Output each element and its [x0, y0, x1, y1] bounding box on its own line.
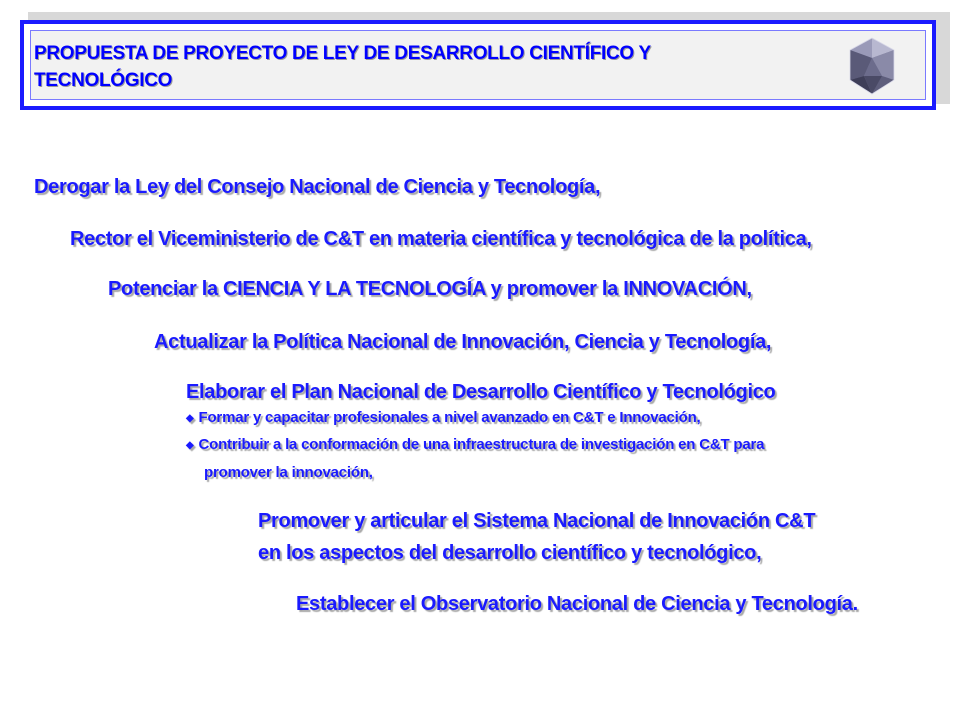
- diamond-bullet-icon: ◆: [186, 413, 194, 424]
- sub-bullet-continuation: promover la innovación,: [204, 464, 373, 481]
- item-establecer: Establecer el Observatorio Nacional de Ciencia y Tecnología.: [296, 593, 858, 615]
- item-derogar: Derogar la Ley del Consejo Nacional de Ciencia y Tecnología,: [34, 176, 601, 198]
- item-promover-line-2: en los aspectos del desarrollo científico y tecnológico,: [258, 542, 762, 564]
- title-line-2: TECNOLÓGICO: [34, 70, 173, 91]
- item-actualizar: Actualizar la Política Nacional de Innovación, Ciencia y Tecnología,: [154, 331, 772, 353]
- item-rector: Rector el Viceministerio de C&T en materia científica y tecnológica de la política,: [70, 228, 812, 250]
- crystal-gem-icon: [846, 36, 898, 96]
- title-line-1: PROPUESTA DE PROYECTO DE LEY DE DESARROLLO CIENTÍFICO Y: [34, 43, 651, 64]
- diamond-bullet-icon: ◆: [186, 440, 194, 451]
- item-promover-line-1: Promover y articular el Sistema Nacional de Innovación C&T: [258, 510, 816, 532]
- item-elaborar: Elaborar el Plan Nacional de Desarrollo Científico y Tecnológico: [186, 381, 776, 403]
- page-title: [34, 40, 804, 94]
- sub-bullet-text: Formar y capacitar profesionales a nivel avanzado en C&T e Innovación,: [198, 409, 701, 426]
- sub-bullet-text: Contribuir a la conformación de una infraestructura de investigación en C&T para: [198, 436, 765, 453]
- sub-bullet-contribuir: [186, 436, 764, 453]
- sub-bullet-formar: [186, 409, 701, 426]
- item-potenciar: Potenciar la CIENCIA Y LA TECNOLOGÍA y promover la INNOVACIÓN,: [108, 278, 752, 300]
